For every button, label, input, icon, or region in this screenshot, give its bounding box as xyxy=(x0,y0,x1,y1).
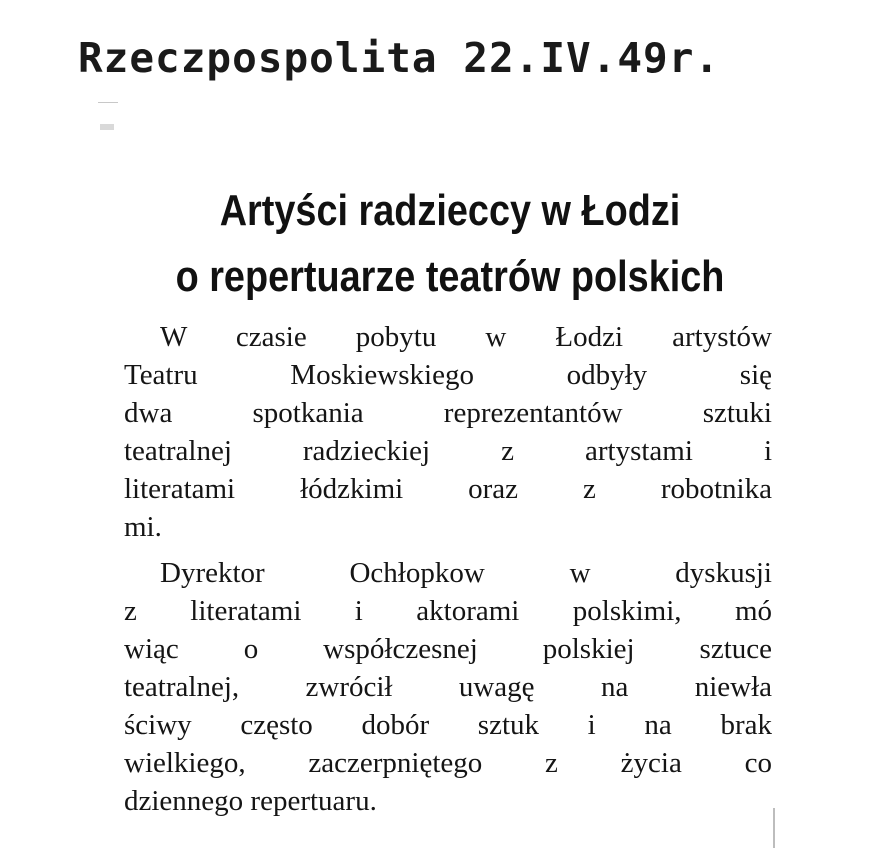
paragraph-1 xyxy=(124,318,772,546)
scan-artifact xyxy=(100,124,114,130)
text-line: wielkiego, zaczerpniętego z życia co xyxy=(124,747,772,779)
headline-line-1: Artyści radzieccy w Łodzi xyxy=(219,186,681,235)
text-line: teatralnej radzieckiej z artystami i xyxy=(124,435,772,467)
text-line: W czasie pobytu w Łodzi artystów xyxy=(160,321,772,353)
text-line: dziennego repertuaru. xyxy=(124,785,377,817)
text-line: mi. xyxy=(124,511,162,543)
text-line: ściwy często dobór sztuk i na brak xyxy=(124,709,772,741)
text-line: Dyrektor Ochłopkow w dyskusji xyxy=(160,557,772,589)
text-line: teatralnej, zwrócił uwagę na niewła xyxy=(124,671,772,703)
scan-artifact xyxy=(98,102,118,103)
article-headline xyxy=(166,178,734,310)
headline-line-2: o repertuarze teatrów polskich xyxy=(175,252,725,301)
scan-artifact xyxy=(773,808,775,848)
text-line: wiąc o współczesnej polskiej sztuce xyxy=(124,633,772,665)
text-line: dwa spotkania reprezentantów sztuki xyxy=(124,397,772,429)
article-body xyxy=(124,318,772,820)
source-citation: Rzeczpospolita 22.IV.49r. xyxy=(78,34,721,82)
text-line: z literatami i aktorami polskimi, mó xyxy=(124,595,772,627)
text-line: Teatru Moskiewskiego odbyły się xyxy=(124,359,772,391)
paragraph-2 xyxy=(124,554,772,820)
text-line: literatami łódzkimi oraz z robotnika xyxy=(124,473,772,505)
